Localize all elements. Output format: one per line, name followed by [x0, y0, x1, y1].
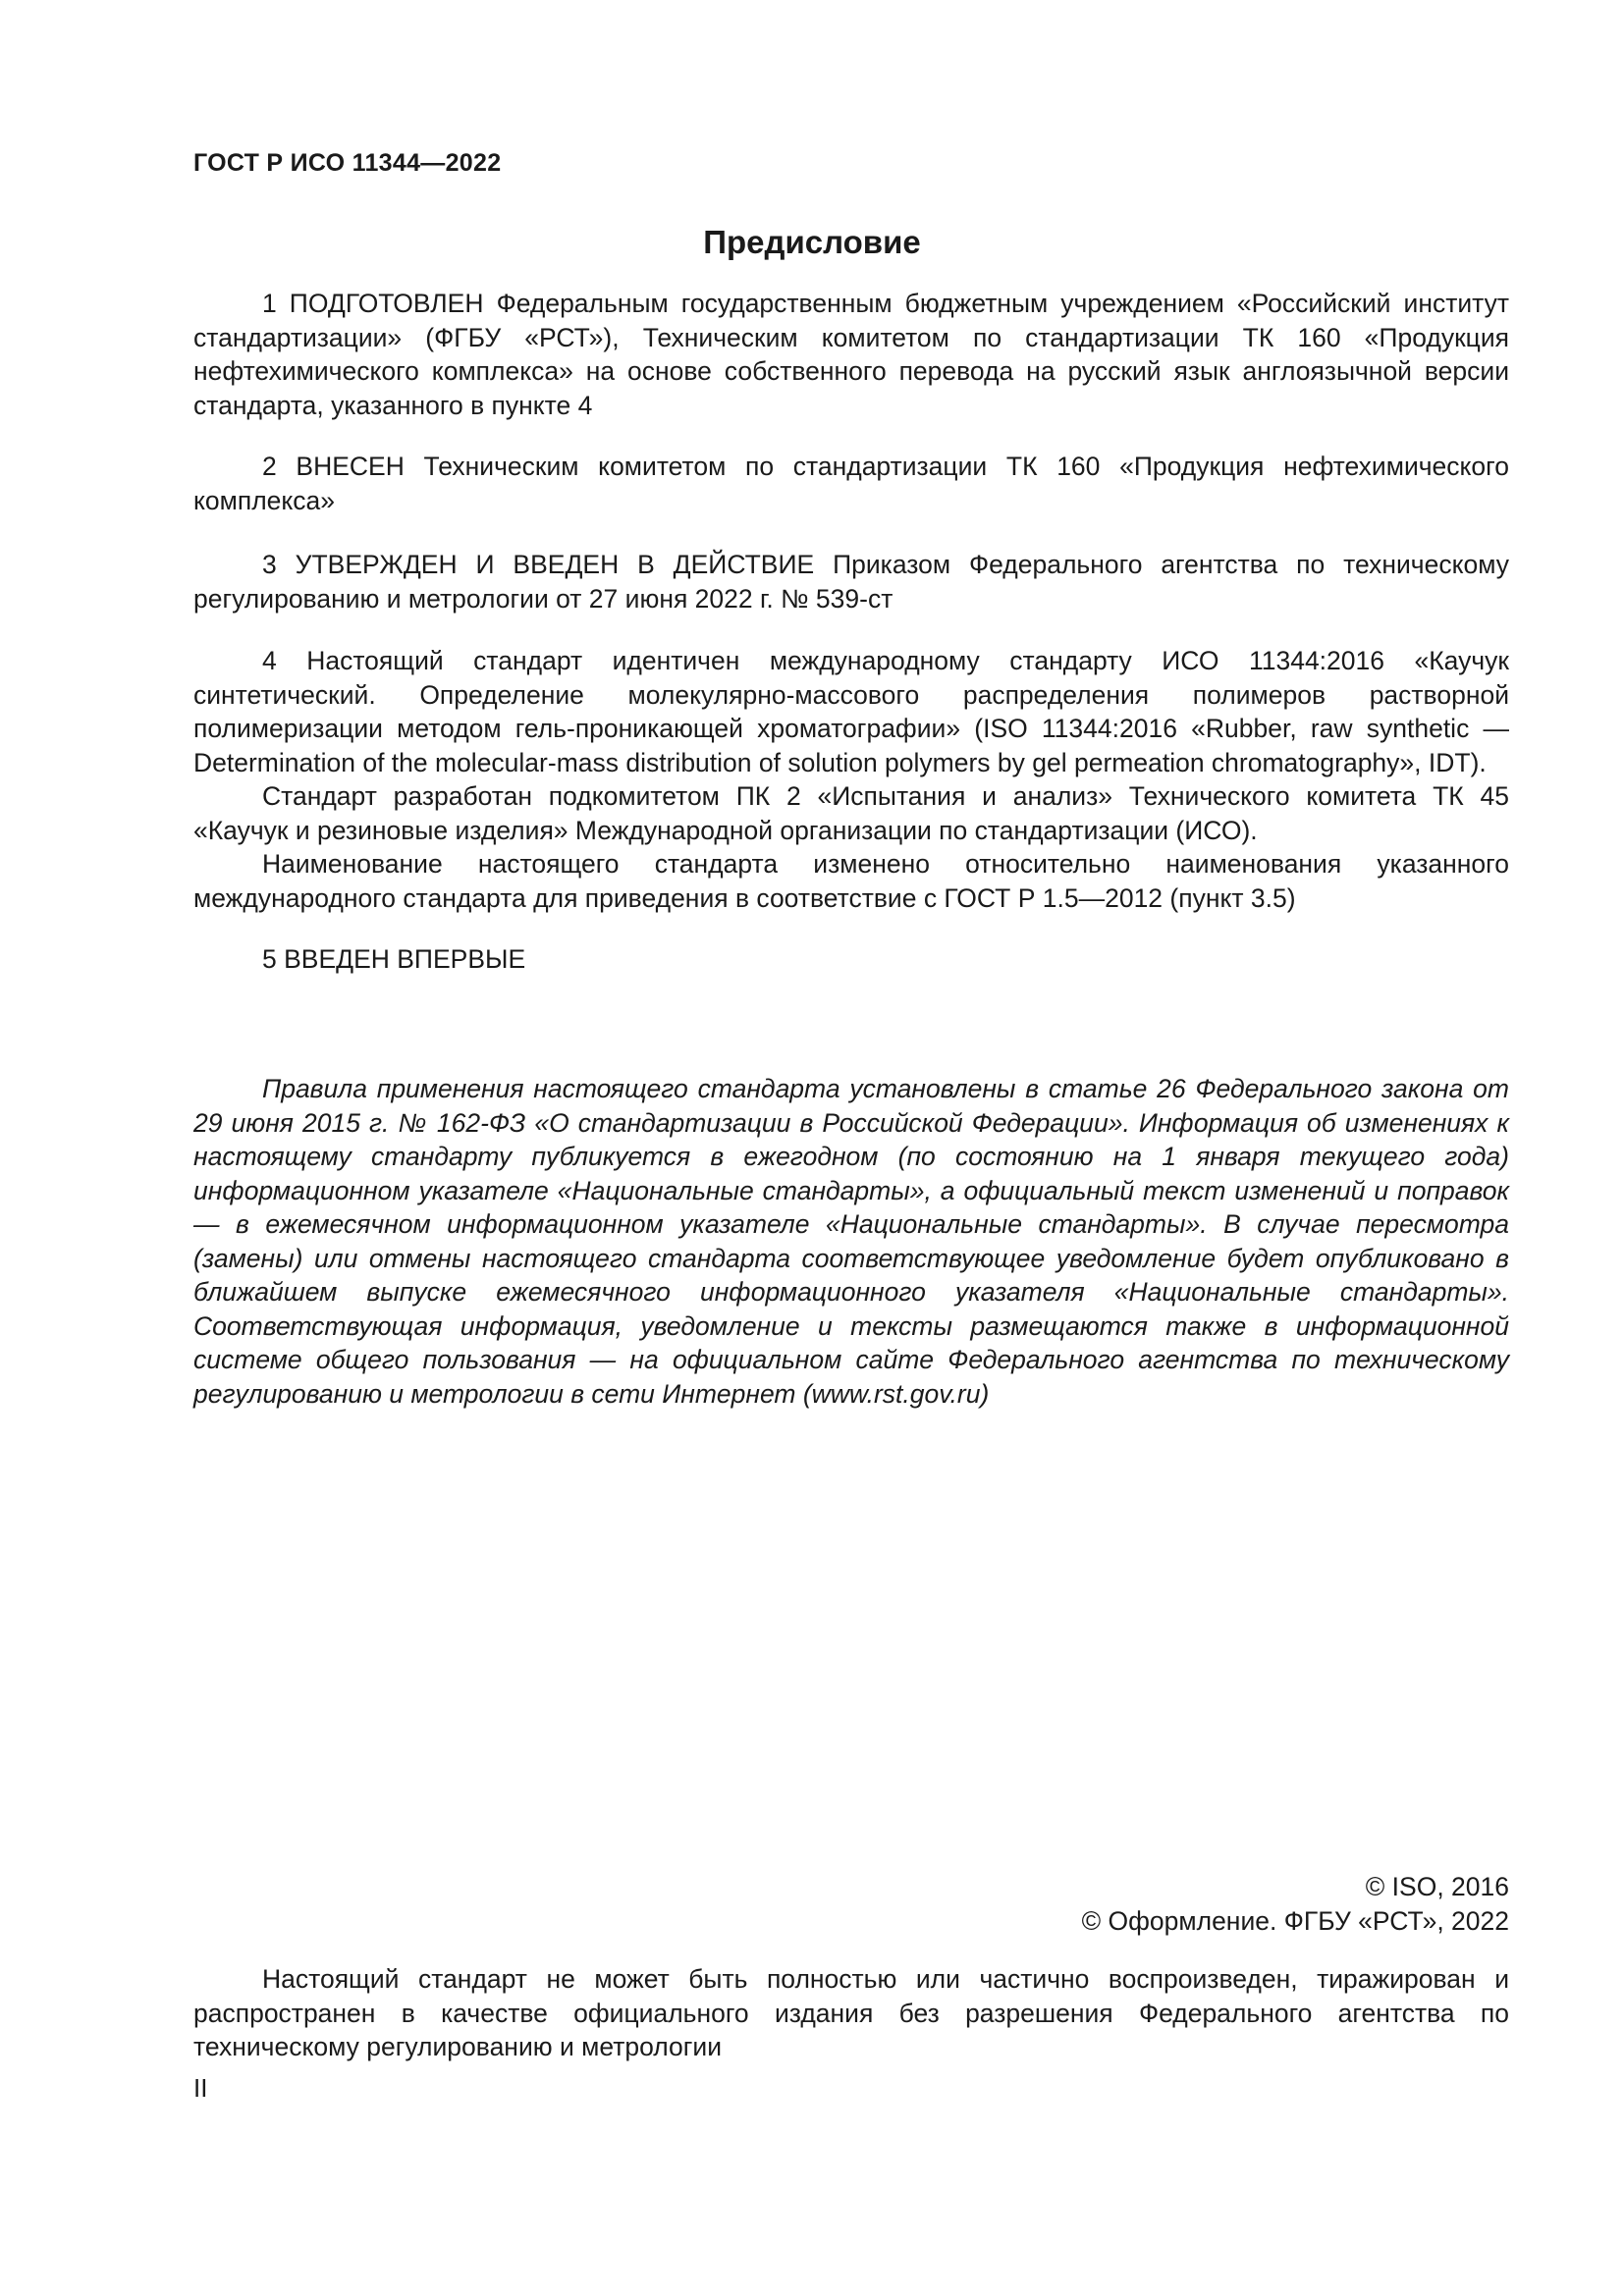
copyright-block — [1082, 1870, 1509, 1938]
foreword-item-5 — [193, 942, 1509, 977]
foreword-item-3-text: 3 УТВЕРЖДЕН И ВВЕДЕН В ДЕЙСТВИЕ Приказом Федерального агентства по техническому регулированию и метрологии от 27 июня 2022 г. № 539-ст — [193, 550, 1509, 614]
copyright-design: © Оформление. ФГБУ «РСТ», 2022 — [1081, 1905, 1509, 1936]
foreword-item-4 — [193, 644, 1509, 915]
page-number: II — [193, 2073, 208, 2103]
foreword-item-5-text: 5 ВВЕДЕН ВПЕРВЫЕ — [262, 944, 526, 974]
document-id-header: ГОСТ Р ИСО 11344—2022 — [193, 149, 502, 177]
foreword-item-2 — [193, 450, 1509, 517]
foreword-item-1-text: 1 ПОДГОТОВЛЕН Федеральным государственным бюджетным учреждением «Российский институт стандартизации» (ФГБУ «РСТ»), Техническим комитетом по стандартизации ТК 160 «Продукция нефтехимического комплекса» на основе собственного перевода на русский язык англоязычной версии стандарта, указанного в пункте 4 — [193, 289, 1509, 420]
foreword-item-4-subparagraph: Наименование настоящего стандарта изменено относительно наименования указанного международного стандарта для приведения в соответствие с ГОСТ Р 1.5—2012 (пункт 3.5) — [193, 849, 1509, 913]
foreword-item-4-subparagraph: Стандарт разработан подкомитетом ПК 2 «Испытания и анализ» Технического комитета ТК 45 «Каучук и резиновые изделия» Международной организации по стандартизации (ИСО). — [193, 781, 1509, 845]
page-title: Предисловие — [703, 224, 921, 260]
foreword-item-1 — [193, 287, 1509, 422]
foreword-item-2-text: 2 ВНЕСЕН Техническим комитетом по стандартизации ТК 160 «Продукция нефтехимического комплекса» — [193, 452, 1509, 515]
reproduction-rights-notice: Настоящий стандарт не может быть полностью или частично воспроизведен, тиражирован и распространен в качестве официального издания без разрешения Федерального агентства по техническому регулированию и метрологии — [193, 1964, 1509, 2061]
foreword-item-3 — [193, 548, 1509, 615]
foreword-item-4-text: 4 Настоящий стандарт идентичен международному стандарту ИСО 11344:2016 «Каучук синтетический. Определение молекулярно-массового распределения полимеров растворной полимеризации методом гель-проникающей хроматографии» (ISO 11344:2016 «Rubber, raw synthetic — Determination of the molecular-mass distribution of solution polymers by gel permeation chromatography», IDT). — [193, 646, 1509, 777]
application-rules-notice: Правила применения настоящего стандарта установлены в статье 26 Федерального закона от 29 июня 2015 г. № 162-ФЗ «О стандартизации в Российской Федерации». Информация об изменениях к настоящему стандарту публикуется в ежегодном (по состоянию на 1 января текущего года) информационном указателе «Национальные стандарты», а официальный текст изменений и поправок — в ежемесячном информационном указателе «Национальные стандарты». В случае пересмотра (замены) или отмены настоящего стандарта соответствующее уведомление будет опубликовано в ближайшем выпуске ежемесячного информационного указателя «Национальные стандарты». Соответствующая информация, уведомление и тексты размещаются также в информационной системе общего пользования — на официальном сайте Федерального агентства по техническому регулированию и метрологии в сети Интернет (www.rst.gov.ru) — [193, 1074, 1509, 1409]
copyright-iso: © ISO, 2016 — [1365, 1872, 1509, 1901]
